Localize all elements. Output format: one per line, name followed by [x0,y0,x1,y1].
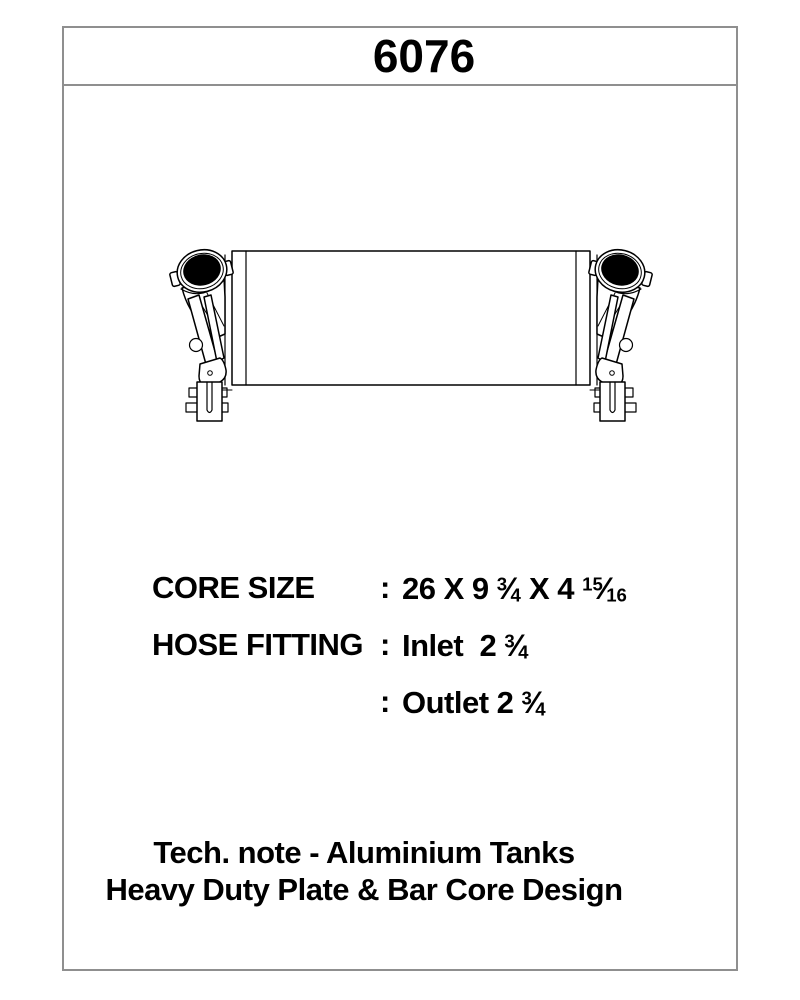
spec-colon: : [380,570,390,605]
spec-label: HOSE FITTING [152,627,363,662]
part-number: 6076 [372,30,476,82]
header [64,28,736,86]
spec-colon: : [380,627,390,662]
spec-value: 26 X 9 $^3$⁄4 X 4 $^{15}$⁄16 [402,570,627,606]
fraction: $^3$⁄4 [496,570,521,606]
spec-row-hose-fitting-outlet [64,684,736,724]
intercooler-drawing [162,242,660,438]
hose-port-assembly [169,245,233,421]
spec-row-hose-fitting-inlet [64,627,736,667]
tech-note-line2: Heavy Duty Plate & Bar Core Design [105,872,623,907]
spec-colon: : [380,684,390,719]
spec-label: CORE SIZE [152,570,315,605]
fraction: $^3$⁄4 [521,684,546,720]
spec-sheet-frame [62,26,738,971]
fraction: $^{15}$⁄16 [582,570,627,606]
tech-note-line1: Tech. note - Aluminium Tanks [153,835,575,870]
tech-note [64,834,664,908]
spec-value: Outlet 2 $^3$⁄4 [402,684,546,720]
spec-row-core-size [64,570,736,610]
fraction: $^3$⁄4 [504,627,529,663]
core-rectangle [232,251,590,385]
spec-value: Inlet 2 $^3$⁄4 [402,627,529,663]
